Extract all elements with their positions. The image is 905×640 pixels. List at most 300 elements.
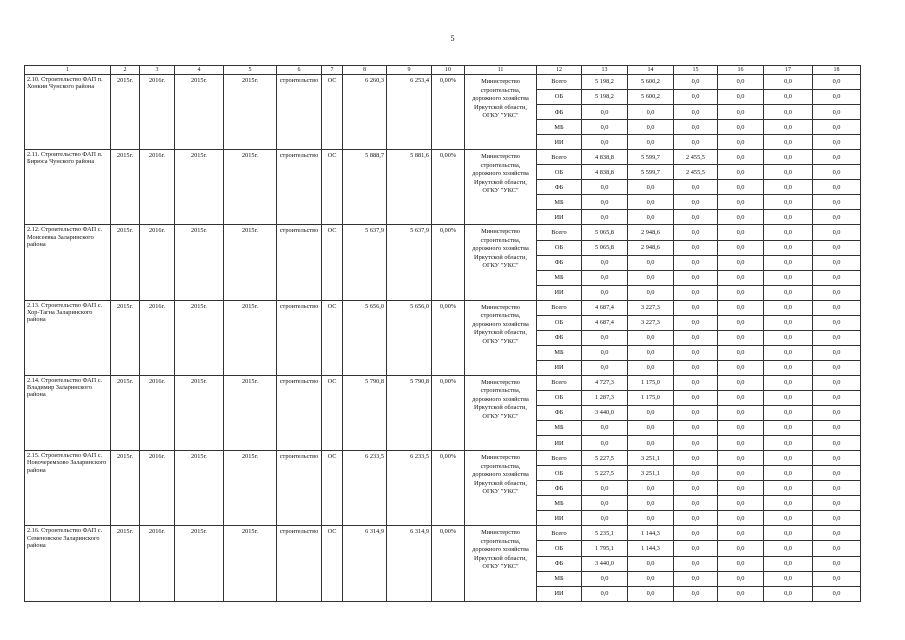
funding-value: 0,0 [764, 556, 813, 571]
funding-value: 0,0 [718, 375, 764, 390]
funding-value: 0,0 [674, 511, 718, 526]
funding-level: ИИ [537, 436, 582, 451]
funding-value: 3 227,3 [628, 300, 674, 315]
funding-value: 0,0 [718, 300, 764, 315]
funding-value: 0,0 [813, 526, 861, 541]
funding-value: 0,0 [764, 375, 813, 390]
funding-level: ФБ [537, 556, 582, 571]
funding-value: 0,0 [582, 330, 628, 345]
design-year: 2015г. [175, 75, 224, 150]
funding-value: 0,0 [628, 285, 674, 300]
funding-value: 0,0 [718, 180, 764, 195]
funding-value: 0,0 [674, 526, 718, 541]
funding-level: ОБ [537, 90, 582, 105]
funding-value: 0,0 [718, 406, 764, 421]
funding-value: 0,0 [674, 330, 718, 345]
ownership: ОС [322, 150, 343, 225]
funding-level: ОБ [537, 390, 582, 405]
funding-value: 5 065,8 [582, 240, 628, 255]
design-year: 2015г. [175, 300, 224, 375]
funding-level: ФБ [537, 481, 582, 496]
funding-value: 0,0 [718, 466, 764, 481]
funding-value: 0,0 [813, 451, 861, 466]
budget-table [24, 65, 861, 602]
column-number-1: 1 [25, 66, 111, 75]
funding-value: 0,0 [582, 345, 628, 360]
funding-value: 4 838,8 [582, 165, 628, 180]
start-year: 2015г. [111, 150, 140, 225]
funding-value: 0,0 [813, 436, 861, 451]
responsible-organization: Министерство строительства, дорожного хозяйства Иркутской области, ОГКУ "УКС" [465, 526, 537, 601]
funding-value: 0,0 [813, 285, 861, 300]
funding-level: Всего [537, 526, 582, 541]
funding-value: 0,0 [718, 165, 764, 180]
funding-value: 0,0 [582, 180, 628, 195]
funding-value: 4 838,8 [582, 150, 628, 165]
readiness-percent: 0,00% [432, 225, 465, 300]
responsible-organization: Министерство строительства, дорожного хозяйства Иркутской области, ОГКУ "УКС" [465, 150, 537, 225]
funding-value: 0,0 [674, 556, 718, 571]
funding-value: 3 440,0 [582, 406, 628, 421]
table-row [25, 150, 861, 165]
funding-level: Всего [537, 75, 582, 90]
funding-value: 0,0 [674, 75, 718, 90]
funding-value: 0,0 [813, 270, 861, 285]
funding-value: 0,0 [674, 496, 718, 511]
start-year: 2015г. [111, 375, 140, 450]
remaining-cost: 6 233,5 [387, 451, 432, 526]
funding-value: 0,0 [813, 180, 861, 195]
funding-value: 0,0 [764, 330, 813, 345]
funding-value: 0,0 [813, 360, 861, 375]
funding-value: 0,0 [628, 105, 674, 120]
funding-value: 0,0 [674, 436, 718, 451]
ownership: ОС [322, 75, 343, 150]
funding-value: 0,0 [764, 195, 813, 210]
table-row [25, 225, 861, 240]
estimated-cost: 6 314,9 [343, 526, 387, 601]
funding-value: 0,0 [813, 255, 861, 270]
funding-value: 0,0 [813, 375, 861, 390]
funding-level: Всего [537, 225, 582, 240]
start-year: 2015г. [111, 526, 140, 601]
funding-value: 0,0 [628, 436, 674, 451]
remaining-cost: 5 881,6 [387, 150, 432, 225]
funding-value: 0,0 [813, 345, 861, 360]
page-number: 5 [450, 34, 455, 43]
funding-level: ОБ [537, 541, 582, 556]
funding-value: 0,0 [813, 466, 861, 481]
funding-value: 0,0 [674, 285, 718, 300]
funding-value: 0,0 [764, 135, 813, 150]
funding-value: 0,0 [764, 285, 813, 300]
remaining-cost: 6 314,9 [387, 526, 432, 601]
work-type: строительство [277, 300, 322, 375]
funding-value: 0,0 [764, 571, 813, 586]
funding-value: 0,0 [628, 255, 674, 270]
funding-value: 2 948,6 [628, 240, 674, 255]
design-year: 2015г. [175, 225, 224, 300]
funding-value: 0,0 [628, 586, 674, 601]
funding-value: 0,0 [674, 90, 718, 105]
funding-level: ФБ [537, 255, 582, 270]
funding-value: 0,0 [628, 135, 674, 150]
funding-value: 0,0 [764, 496, 813, 511]
funding-value: 0,0 [582, 135, 628, 150]
approval-year: 2015г. [224, 451, 277, 526]
funding-value: 0,0 [582, 360, 628, 375]
estimated-cost: 5 790,8 [343, 375, 387, 450]
object-name: 2.13. Строительство ФАП с. Хор-Тагна Заларинского района [25, 300, 111, 375]
responsible-organization: Министерство строительства, дорожного хозяйства Иркутской области, ОГКУ "УКС" [465, 300, 537, 375]
funding-value: 0,0 [628, 406, 674, 421]
start-year: 2015г. [111, 75, 140, 150]
funding-value: 0,0 [718, 526, 764, 541]
funding-value: 0,0 [764, 75, 813, 90]
funding-value: 1 287,3 [582, 390, 628, 405]
funding-value: 0,0 [718, 90, 764, 105]
funding-value: 0,0 [813, 300, 861, 315]
funding-value: 0,0 [674, 195, 718, 210]
column-number-header [25, 66, 861, 75]
funding-value: 0,0 [674, 451, 718, 466]
funding-value: 0,0 [764, 210, 813, 225]
funding-value: 0,0 [718, 451, 764, 466]
object-name: 2.12. Строительство ФАП с. Моисеевка Заларинского района [25, 225, 111, 300]
funding-value: 3 251,1 [628, 451, 674, 466]
start-year: 2015г. [111, 451, 140, 526]
design-year: 2015г. [175, 526, 224, 601]
funding-value: 5 198,2 [582, 75, 628, 90]
funding-value: 0,0 [764, 586, 813, 601]
funding-value: 1 144,3 [628, 526, 674, 541]
funding-value: 5 235,1 [582, 526, 628, 541]
approval-year: 2015г. [224, 150, 277, 225]
funding-level: ФБ [537, 105, 582, 120]
approval-year: 2015г. [224, 375, 277, 450]
estimated-cost: 6 233,5 [343, 451, 387, 526]
funding-value: 0,0 [813, 481, 861, 496]
funding-value: 5 198,2 [582, 90, 628, 105]
start-year: 2015г. [111, 300, 140, 375]
funding-value: 0,0 [718, 135, 764, 150]
funding-value: 1 795,1 [582, 541, 628, 556]
column-number-8: 8 [343, 66, 387, 75]
funding-value: 0,0 [628, 556, 674, 571]
funding-value: 0,0 [718, 571, 764, 586]
funding-value: 0,0 [764, 436, 813, 451]
funding-value: 0,0 [582, 481, 628, 496]
funding-level: Всего [537, 300, 582, 315]
funding-value: 0,0 [813, 135, 861, 150]
funding-value: 0,0 [813, 556, 861, 571]
funding-value: 0,0 [582, 421, 628, 436]
readiness-percent: 0,00% [432, 451, 465, 526]
object-name: 2.14. Строительство ФАП с. Владимир Заларинского района [25, 375, 111, 450]
funding-value: 0,0 [718, 330, 764, 345]
funding-value: 2 455,5 [674, 165, 718, 180]
remaining-cost: 5 790,8 [387, 375, 432, 450]
funding-value: 0,0 [674, 421, 718, 436]
ownership: ОС [322, 300, 343, 375]
funding-value: 5 599,7 [628, 165, 674, 180]
funding-value: 0,0 [718, 481, 764, 496]
funding-value: 0,0 [674, 571, 718, 586]
funding-level: Всего [537, 150, 582, 165]
end-year: 2016г. [140, 75, 175, 150]
design-year: 2015г. [175, 451, 224, 526]
column-number-12: 12 [537, 66, 582, 75]
funding-level: МБ [537, 195, 582, 210]
funding-value: 0,0 [582, 571, 628, 586]
funding-level: МБ [537, 571, 582, 586]
funding-value: 0,0 [628, 195, 674, 210]
funding-value: 0,0 [674, 240, 718, 255]
funding-value: 0,0 [628, 481, 674, 496]
funding-value: 0,0 [674, 270, 718, 285]
funding-level: ФБ [537, 406, 582, 421]
funding-value: 5 227,5 [582, 466, 628, 481]
funding-level: ОБ [537, 165, 582, 180]
work-type: строительство [277, 375, 322, 450]
funding-value: 0,0 [674, 210, 718, 225]
remaining-cost: 5 637,9 [387, 225, 432, 300]
funding-value: 0,0 [718, 225, 764, 240]
column-number-13: 13 [582, 66, 628, 75]
responsible-organization: Министерство строительства, дорожного хозяйства Иркутской области, ОГКУ "УКС" [465, 225, 537, 300]
column-number-6: 6 [277, 66, 322, 75]
funding-level: ФБ [537, 330, 582, 345]
funding-value: 3 227,3 [628, 315, 674, 330]
responsible-organization: Министерство строительства, дорожного хозяйства Иркутской области, ОГКУ "УКС" [465, 375, 537, 450]
funding-value: 0,0 [582, 511, 628, 526]
funding-value: 0,0 [718, 496, 764, 511]
funding-value: 0,0 [718, 255, 764, 270]
funding-value: 0,0 [718, 315, 764, 330]
funding-value: 0,0 [813, 330, 861, 345]
funding-value: 0,0 [813, 571, 861, 586]
funding-value: 0,0 [813, 210, 861, 225]
funding-value: 0,0 [718, 436, 764, 451]
funding-value: 0,0 [718, 345, 764, 360]
ownership: ОС [322, 225, 343, 300]
readiness-percent: 0,00% [432, 300, 465, 375]
funding-value: 0,0 [582, 105, 628, 120]
funding-value: 0,0 [628, 571, 674, 586]
funding-value: 0,0 [764, 541, 813, 556]
end-year: 2016г. [140, 526, 175, 601]
funding-value: 0,0 [582, 285, 628, 300]
estimated-cost: 6 260,3 [343, 75, 387, 150]
funding-value: 0,0 [813, 105, 861, 120]
funding-value: 0,0 [674, 541, 718, 556]
funding-value: 0,0 [764, 406, 813, 421]
funding-value: 0,0 [813, 421, 861, 436]
funding-value: 0,0 [674, 466, 718, 481]
funding-value: 0,0 [628, 210, 674, 225]
funding-value: 0,0 [674, 360, 718, 375]
object-name: 2.15. Строительство ФАП с. Новочеремхово Заларинского района [25, 451, 111, 526]
funding-value: 0,0 [764, 105, 813, 120]
funding-value: 0,0 [764, 165, 813, 180]
funding-value: 0,0 [582, 210, 628, 225]
column-number-2: 2 [111, 66, 140, 75]
remaining-cost: 6 253,4 [387, 75, 432, 150]
ownership: ОС [322, 526, 343, 601]
funding-value: 0,0 [674, 406, 718, 421]
funding-value: 0,0 [813, 195, 861, 210]
funding-value: 0,0 [764, 225, 813, 240]
responsible-organization: Министерство строительства, дорожного хозяйства Иркутской области, ОГКУ "УКС" [465, 75, 537, 150]
funding-value: 0,0 [674, 300, 718, 315]
funding-value: 0,0 [764, 120, 813, 135]
funding-value: 0,0 [582, 586, 628, 601]
column-number-16: 16 [718, 66, 764, 75]
funding-value: 0,0 [718, 556, 764, 571]
funding-value: 0,0 [764, 511, 813, 526]
funding-value: 3 251,1 [628, 466, 674, 481]
funding-value: 0,0 [813, 496, 861, 511]
funding-value: 0,0 [764, 421, 813, 436]
table-row [25, 526, 861, 541]
funding-level: Всего [537, 451, 582, 466]
funding-value: 0,0 [674, 586, 718, 601]
funding-value: 5 600,2 [628, 90, 674, 105]
funding-value: 0,0 [674, 345, 718, 360]
funding-value: 0,0 [764, 526, 813, 541]
work-type: строительство [277, 526, 322, 601]
funding-value: 0,0 [764, 300, 813, 315]
readiness-percent: 0,00% [432, 375, 465, 450]
funding-level: ИИ [537, 511, 582, 526]
funding-value: 0,0 [674, 180, 718, 195]
funding-value: 2 455,5 [674, 150, 718, 165]
funding-value: 0,0 [813, 586, 861, 601]
funding-value: 0,0 [764, 270, 813, 285]
ownership: ОС [322, 451, 343, 526]
funding-value: 0,0 [582, 120, 628, 135]
funding-value: 0,0 [764, 180, 813, 195]
end-year: 2016г. [140, 375, 175, 450]
funding-value: 0,0 [718, 390, 764, 405]
funding-level: МБ [537, 120, 582, 135]
funding-value: 1 175,0 [628, 375, 674, 390]
column-number-4: 4 [175, 66, 224, 75]
funding-value: 0,0 [718, 421, 764, 436]
column-number-18: 18 [813, 66, 861, 75]
funding-value: 0,0 [628, 345, 674, 360]
funding-level: ИИ [537, 360, 582, 375]
funding-value: 0,0 [718, 195, 764, 210]
funding-value: 0,0 [674, 375, 718, 390]
column-number-11: 11 [465, 66, 537, 75]
funding-level: ОБ [537, 315, 582, 330]
funding-value: 0,0 [718, 105, 764, 120]
funding-value: 0,0 [628, 270, 674, 285]
work-type: строительство [277, 75, 322, 150]
column-number-10: 10 [432, 66, 465, 75]
funding-value: 0,0 [718, 75, 764, 90]
column-number-3: 3 [140, 66, 175, 75]
funding-value: 0,0 [764, 255, 813, 270]
funding-value: 5 227,5 [582, 451, 628, 466]
funding-value: 0,0 [813, 225, 861, 240]
funding-value: 0,0 [813, 75, 861, 90]
funding-value: 0,0 [718, 541, 764, 556]
column-number-9: 9 [387, 66, 432, 75]
funding-value: 0,0 [813, 315, 861, 330]
end-year: 2016г. [140, 451, 175, 526]
column-number-17: 17 [764, 66, 813, 75]
readiness-percent: 0,00% [432, 75, 465, 150]
funding-level: ФБ [537, 180, 582, 195]
funding-value: 0,0 [813, 511, 861, 526]
design-year: 2015г. [175, 375, 224, 450]
object-name: 2.16. Строительство ФАП с. Семеновское Заларинского района [25, 526, 111, 601]
approval-year: 2015г. [224, 75, 277, 150]
column-number-15: 15 [674, 66, 718, 75]
table-row [25, 300, 861, 315]
readiness-percent: 0,00% [432, 526, 465, 601]
funding-value: 0,0 [764, 90, 813, 105]
funding-value: 1 144,3 [628, 541, 674, 556]
funding-level: МБ [537, 496, 582, 511]
column-number-7: 7 [322, 66, 343, 75]
estimated-cost: 5 656,0 [343, 300, 387, 375]
funding-value: 5 065,8 [582, 225, 628, 240]
funding-value: 0,0 [764, 150, 813, 165]
funding-value: 0,0 [628, 511, 674, 526]
funding-value: 0,0 [813, 120, 861, 135]
approval-year: 2015г. [224, 225, 277, 300]
funding-value: 0,0 [582, 496, 628, 511]
funding-value: 4 687,4 [582, 300, 628, 315]
funding-value: 0,0 [582, 195, 628, 210]
funding-value: 0,0 [764, 240, 813, 255]
funding-value: 0,0 [813, 150, 861, 165]
funding-value: 0,0 [718, 511, 764, 526]
funding-value: 0,0 [813, 390, 861, 405]
funding-value: 0,0 [718, 210, 764, 225]
funding-value: 3 440,0 [582, 556, 628, 571]
table-row [25, 451, 861, 466]
funding-value: 0,0 [764, 360, 813, 375]
funding-value: 0,0 [764, 466, 813, 481]
remaining-cost: 5 656,0 [387, 300, 432, 375]
funding-value: 0,0 [674, 390, 718, 405]
funding-value: 0,0 [813, 90, 861, 105]
funding-value: 0,0 [813, 541, 861, 556]
funding-value: 5 600,2 [628, 75, 674, 90]
funding-value: 0,0 [764, 315, 813, 330]
responsible-organization: Министерство строительства, дорожного хозяйства Иркутской области, ОГКУ "УКС" [465, 451, 537, 526]
funding-value: 0,0 [628, 496, 674, 511]
funding-value: 0,0 [718, 120, 764, 135]
funding-value: 0,0 [628, 120, 674, 135]
funding-value: 0,0 [628, 180, 674, 195]
funding-value: 0,0 [813, 240, 861, 255]
end-year: 2016г. [140, 150, 175, 225]
end-year: 2016г. [140, 300, 175, 375]
column-number-14: 14 [628, 66, 674, 75]
funding-value: 0,0 [764, 345, 813, 360]
column-number-5: 5 [224, 66, 277, 75]
funding-value: 4 687,4 [582, 315, 628, 330]
funding-value: 0,0 [718, 285, 764, 300]
funding-level: ИИ [537, 285, 582, 300]
funding-level: ИИ [537, 210, 582, 225]
funding-value: 0,0 [718, 270, 764, 285]
